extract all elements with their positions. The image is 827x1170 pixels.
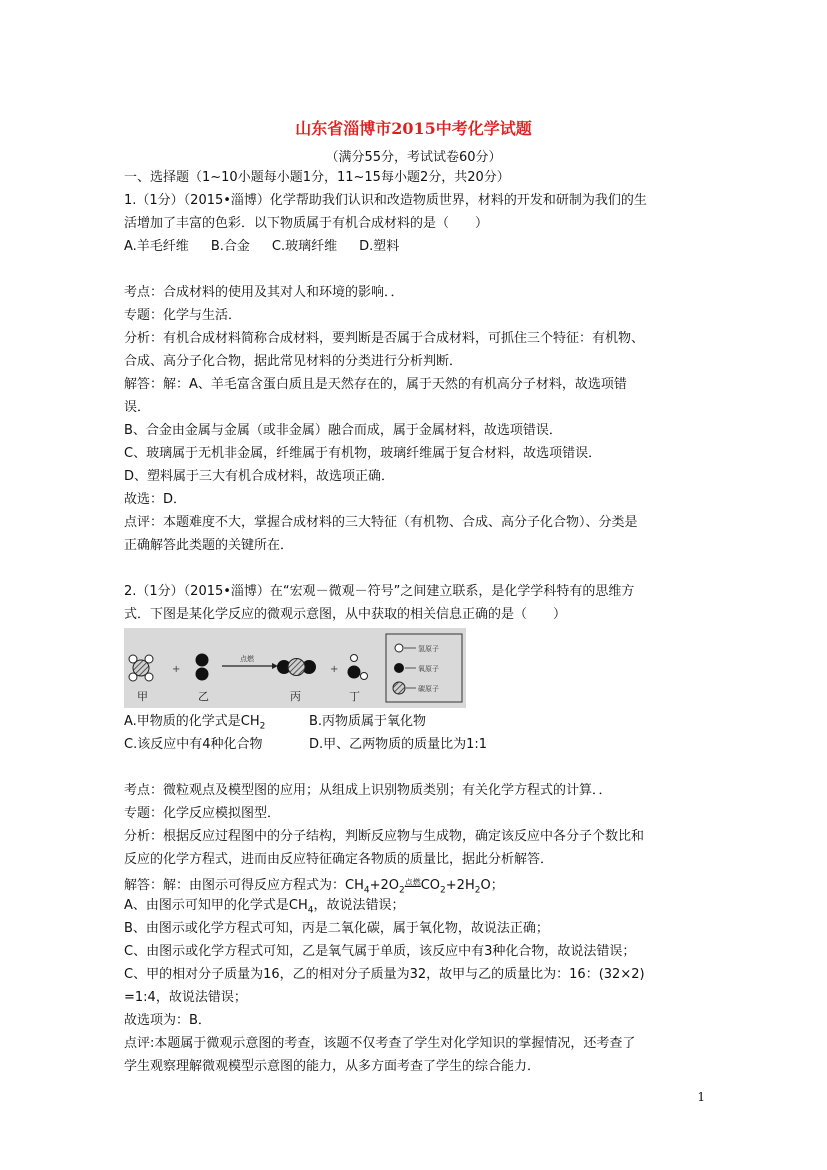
q1-answer: 故选：D．	[124, 492, 187, 507]
page-number: 1	[697, 1090, 705, 1104]
q2-jieda-b: B、由图示或化学方程式可知，丙是二氧化碳，属于氧化物，故说法正确；	[124, 921, 549, 936]
q1-options	[124, 235, 704, 258]
legend-hydrogen-icon	[395, 644, 403, 652]
arrow-condition: 点燃	[240, 655, 254, 663]
label-yi: 乙	[198, 690, 209, 703]
document-body	[124, 166, 704, 1078]
q2-stem-line1: 2.（1分）（2015•淄博）在“宏观－微观－符号”之间建立联系，是化学学科特有的思维方	[124, 584, 635, 599]
q1-option-d: D.塑料	[359, 239, 400, 254]
equation-part: +2H	[445, 878, 475, 893]
reaction-diagram	[124, 628, 466, 708]
equation-prefix: 解答：解：由图示可得反应方程式为：CH	[124, 878, 364, 893]
equation-part: CO	[420, 878, 441, 893]
label-ding: 丁	[349, 690, 360, 703]
q1-kaodian: 考点：合成材料的使用及其对人和环境的影响．．	[124, 285, 404, 300]
carbon-dioxide-molecule	[277, 659, 316, 676]
q1-zhuanti: 专题：化学与生活．	[124, 308, 242, 323]
q1-stem-line2: 活增加了丰富的色彩．以下物质属于有机合成材料的是（ ）	[124, 216, 489, 231]
q1-jieda-d: D、塑料属于三大有机合成材料，故选项正确．	[124, 469, 395, 484]
q2-option-d: D.甲、乙两物质的质量比为1:1	[309, 737, 488, 752]
q1-option-c: C.玻璃纤维	[271, 239, 338, 254]
plus-sign-2: +	[330, 664, 339, 675]
q2-jieda-d-line1: C、甲的相对分子质量为16，乙的相对分子质量为32，故甲与乙的质量比为：16：(32×2)	[124, 967, 645, 982]
q2-options-row2	[124, 733, 704, 756]
legend-hydrogen-label: 氢原子	[418, 645, 439, 653]
q1-option-b: B.合金	[210, 239, 250, 254]
q2-dianping-line1: 点评:本题属于微观示意图的考查，该题不仅考查了学生对化学知识的掌握情况，还考查了	[124, 1036, 636, 1051]
q2-kaodian: 考点：微粒观点及模型图的应用；从组成上识别物质类别；有关化学方程式的计算．．	[124, 783, 612, 798]
legend-carbon-icon	[393, 682, 405, 694]
label-jia: 甲	[137, 690, 148, 703]
equation-part: +2O	[369, 878, 399, 893]
equation-end: O；	[480, 878, 504, 893]
spacer	[124, 557, 704, 580]
document-title: 山东省淄博市2015中考化学试题	[295, 119, 532, 138]
q2-option-a-text: A.甲物质的化学式是CH	[124, 714, 260, 729]
q2-zhuanti: 专题：化学反应模拟图型．	[124, 806, 281, 821]
q1-option-a: A.羊毛纤维	[124, 239, 189, 254]
q2-option-a	[124, 710, 309, 733]
q1-jieda-b: B、合金由金属与金属（或非金属）融合而成，属于金属材料，故选项错误．	[124, 423, 562, 438]
q2-jieda-a	[124, 894, 704, 917]
q1-jieda-line2: 误．	[124, 400, 151, 415]
plus-sign-1: +	[172, 664, 181, 675]
q2-jieda-a-end: ，故说法错误；	[313, 898, 405, 913]
q2-stem-line2: 式．下图是某化学反应的微观示意图，从中获取的相关信息正确的是（ ）	[124, 607, 567, 622]
q2-jieda-c: C、由图示或化学方程式可知，乙是氧气属于单质，该反应中有3种化合物，故说法错误；	[124, 944, 636, 959]
section-heading: 一、选择题（1~10小题每小题1分，11~15每小题2分，共20分）	[124, 170, 510, 185]
q2-fenxi-line1: 分析：根据反应过程图中的分子结构，判断反应物与生成物，确定该反应中各分子个数比和	[124, 829, 645, 844]
q2-jieda-d-line2: =1:4，故说法错误；	[124, 990, 247, 1005]
spacer	[124, 756, 704, 779]
q1-jieda-line1: 解答：解：A、羊毛富含蛋白质且是天然存在的，属于天然的有机高分子材料，故选项错	[124, 377, 627, 392]
q2-dianping-line2: 学生观察理解微观模型示意图的能力，从多方面考查了学生的综合能力．	[124, 1059, 541, 1074]
q2-jieda-equation	[124, 871, 704, 894]
legend-carbon-label: 碳原子	[418, 685, 439, 693]
legend-oxygen-label: 氧原子	[418, 665, 439, 673]
q2-option-c: C.该反应中有4种化合物	[124, 737, 263, 752]
q1-dianping-line1: 点评：本题难度不大，掌握合成材料的三大特征（有机物、合成、高分子化合物）、分类是	[124, 515, 638, 530]
spacer	[124, 258, 704, 281]
q2-jieda-a-text: A、由图示可知甲的化学式是CH	[124, 898, 308, 913]
q2-options-row1	[124, 710, 704, 733]
q1-stem-line1: 1.（1分）（2015•淄博）化学帮助我们认识和改造物质世界，材料的开发和研制为我们的生	[124, 193, 647, 208]
equation-sub: 2	[440, 885, 446, 896]
equation-sub: 2	[399, 885, 405, 896]
label-bing: 丙	[290, 690, 301, 703]
legend-oxygen-icon	[394, 663, 404, 673]
document-subtitle: （满分55分，考试试卷60分）	[325, 150, 502, 165]
q1-fenxi-line1: 分析：有机合成材料简称合成材料，要判断是否属于合成材料，可抓住三个特征：有机物、	[124, 331, 645, 346]
equation-condition: 点燃	[404, 878, 421, 887]
q2-answer: 故选项为：B．	[124, 1013, 211, 1028]
reaction-diagram-svg	[124, 628, 466, 708]
equation-sub: 2	[474, 885, 481, 896]
q1-jieda-c: C、玻璃属于无机非金属，纤维属于有机物，玻璃纤维属于复合材料，故选项错误．	[124, 446, 602, 461]
equation-sub: 4	[363, 885, 370, 896]
q2-option-a-sub: 2	[259, 721, 266, 732]
q2-fenxi-line2: 反应的化学方程式，进而由反应特征确定各物质的质量比，据此分析解答．	[124, 852, 554, 867]
q2-option-b: B.丙物质属于氧化物	[309, 714, 427, 729]
q1-dianping-line2: 正确解答此类题的关键所在．	[124, 538, 294, 553]
q1-fenxi-line2: 合成、高分子化合物，据此常见材料的分类进行分析判断．	[124, 354, 463, 369]
q2-jieda-a-sub: 4	[307, 905, 314, 916]
